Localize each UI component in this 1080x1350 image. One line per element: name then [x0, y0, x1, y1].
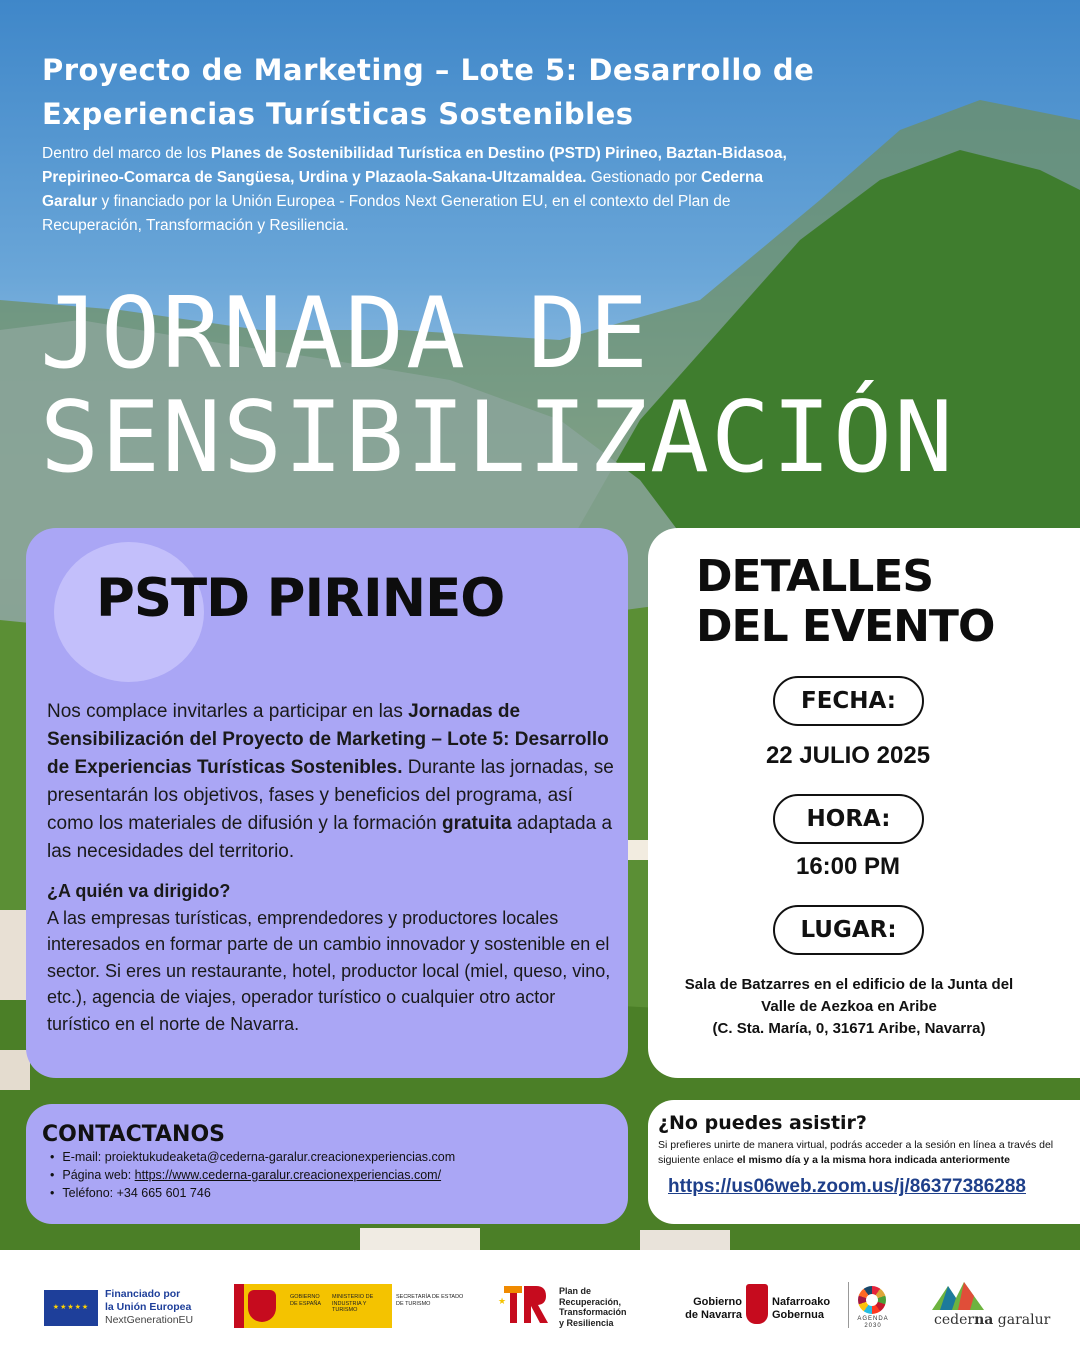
eu-line1: Financiado por	[105, 1288, 181, 1300]
footer-logos	[0, 1250, 1080, 1350]
project-title-line2: Experiencias Turísticas Sostenibles	[42, 97, 634, 131]
contact-title: CONTACTANOS	[42, 1122, 226, 1147]
event-title-line1: JORNADA DE	[40, 277, 651, 391]
prtr-line1: Plan de	[559, 1286, 592, 1296]
eu-line2: la Unión Europea	[105, 1301, 192, 1313]
agenda-2030-text	[855, 1316, 891, 1330]
date-value: 22 JULIO 2025	[765, 742, 931, 769]
prtr-text	[559, 1286, 639, 1328]
contact-email[interactable]: • E-mail: proiektukudeaketa@cederna-garalur.creacionexperiencias.com	[50, 1148, 620, 1166]
cederna-part3: garalur	[993, 1312, 1051, 1328]
prtr-line3: Transformación	[559, 1307, 627, 1317]
agenda-line2: 2030	[864, 1323, 882, 1329]
gobierno-espana-logo	[234, 1284, 392, 1328]
subtitle-managed: Gestionado por	[590, 169, 702, 186]
nav-es-line1: Gobierno	[693, 1296, 742, 1308]
gobierno-navarra-text	[676, 1296, 742, 1322]
cederna-part1: ceder	[934, 1312, 975, 1328]
nav-es-line2: de Navarra	[685, 1309, 742, 1321]
place-value	[658, 974, 1040, 1040]
subtitle-cederna: Cederna Garalur	[42, 169, 764, 210]
prtr-logo-icon	[498, 1282, 550, 1326]
online-title: ¿No puedes asistir?	[658, 1112, 867, 1134]
project-subtitle	[42, 142, 802, 238]
subtitle-rest: y financiado por la Unión Europea - Fondos Next Generation EU, en el contexto del Plan de Recuperación, Transformación y Resiliencia.	[42, 193, 731, 234]
intro-bold: Jornadas de Sensibilización del Proyecto de Marketing – Lote 5: Desarrollo de Experiencias Turísticas Sostenibles.	[47, 701, 609, 778]
program-description	[47, 698, 622, 866]
event-title-line2: SENSIBILIZACIÓN	[40, 381, 956, 495]
cederna-part2: na	[974, 1312, 994, 1328]
contact-card	[26, 1104, 628, 1224]
place-line3: (C. Sta. María, 0, 31671 Aribe, Navarra)	[712, 1020, 986, 1037]
spain-shield-icon	[248, 1290, 276, 1322]
contact-phone: • Teléfono: +34 665 601 746	[50, 1184, 620, 1202]
project-title-line1: Proyecto de Marketing – Lote 5: Desarrollo de	[42, 53, 815, 87]
cederna-text	[934, 1312, 1050, 1328]
event-details-card	[648, 528, 1080, 1078]
prtr-line2: Recuperación,	[559, 1296, 622, 1307]
agenda-line1: AGENDA	[857, 1316, 889, 1322]
program-title: PSTD PIRINEO	[96, 568, 505, 629]
prtr-line4: y Resiliencia	[559, 1317, 614, 1328]
contact-web-link[interactable]: https://www.cederna-garalur.creacionexperiencias.com/	[134, 1168, 442, 1182]
project-title	[42, 48, 862, 136]
time-value: 16:00 PM	[795, 853, 901, 880]
audience-section	[47, 878, 622, 1037]
time-label: HORA:	[773, 794, 924, 844]
place-line2: Valle de Aezkoa en Aribe	[761, 998, 937, 1015]
gobierno-text: GOBIERNO DE ESPAÑA	[290, 1294, 322, 1307]
secretaria-text: SECRETARÍA DE ESTADO DE TURISMO	[396, 1294, 464, 1307]
spain-flag-stripe	[234, 1284, 244, 1328]
audience-answer: A las empresas turísticas, emprendedores y productores locales interesados en formar parte de un cambio innovador y sostenible en el sector. Si eres un restaurante, hotel, productor local (miel, queso, vino, etc.), agencia de viajes, operador turístico o cualquier otro actor turístico en el norte de Navarra.	[47, 907, 611, 1034]
event-title	[40, 277, 1060, 495]
details-title	[696, 552, 994, 652]
online-text	[658, 1138, 1068, 1168]
agenda-2030-icon	[858, 1286, 886, 1314]
place-label: LUGAR:	[773, 905, 924, 955]
nafarroako-gobernua-text	[772, 1296, 844, 1322]
program-card	[26, 528, 628, 1078]
audience-question: ¿A quién va dirigido?	[47, 881, 231, 901]
subtitle-prefix: Dentro del marco de los	[42, 145, 211, 162]
intro-end: adaptada a las necesidades del territorio.	[47, 813, 613, 862]
date-label: FECHA:	[773, 676, 924, 726]
nav-eu-line1: Nafarroako	[772, 1296, 831, 1308]
subtitle-plans: Planes de Sostenibilidad Turística en Destino (PSTD) Pirineo, Baztan-Bidasoa, Prepirineo-Comarca de Sangüesa, Urdina y Plazaola-Sakana-Ultzamaldea.	[42, 145, 787, 186]
details-title-line2: DEL EVENTO	[696, 601, 995, 652]
eu-funding-text	[105, 1288, 193, 1327]
contact-list	[50, 1148, 620, 1202]
eu-flag-icon: ★★★★★	[44, 1290, 98, 1326]
online-text-bold: el mismo día y a la misma hora indicada anteriormente	[736, 1154, 1010, 1166]
contact-web	[50, 1166, 620, 1184]
contact-web-label: Página web:	[62, 1168, 135, 1182]
intro-text: Nos complace invitarles a participar en las	[47, 701, 409, 722]
logo-divider	[848, 1282, 849, 1328]
intro-free: gratuita	[441, 813, 512, 834]
eu-line3: NextGenerationEU	[105, 1314, 194, 1326]
nav-eu-line2: Gobernua	[772, 1309, 824, 1321]
cederna-logo-icon	[930, 1276, 986, 1312]
intro-rest: Durante las jornadas, se presentarán los objetivos, fases y beneficios del programa, así como los materiales de difusión y la formación	[47, 757, 614, 834]
ministerio-text: MINISTERIO DE INDUSTRIA Y TURISMO	[332, 1294, 374, 1313]
navarra-shield-icon	[746, 1284, 768, 1324]
online-text-main: Si prefieres unirte de manera virtual, podrás acceder a la sesión en línea a través del siguiente enlace	[658, 1139, 1054, 1166]
zoom-link[interactable]: https://us06web.zoom.us/j/86377386288	[668, 1176, 1026, 1197]
svg-text:★: ★	[498, 1296, 507, 1306]
online-card	[648, 1100, 1080, 1224]
place-line1: Sala de Batzarres en el edificio de la Junta del	[684, 976, 1014, 993]
details-title-line1: DETALLES	[696, 551, 934, 602]
